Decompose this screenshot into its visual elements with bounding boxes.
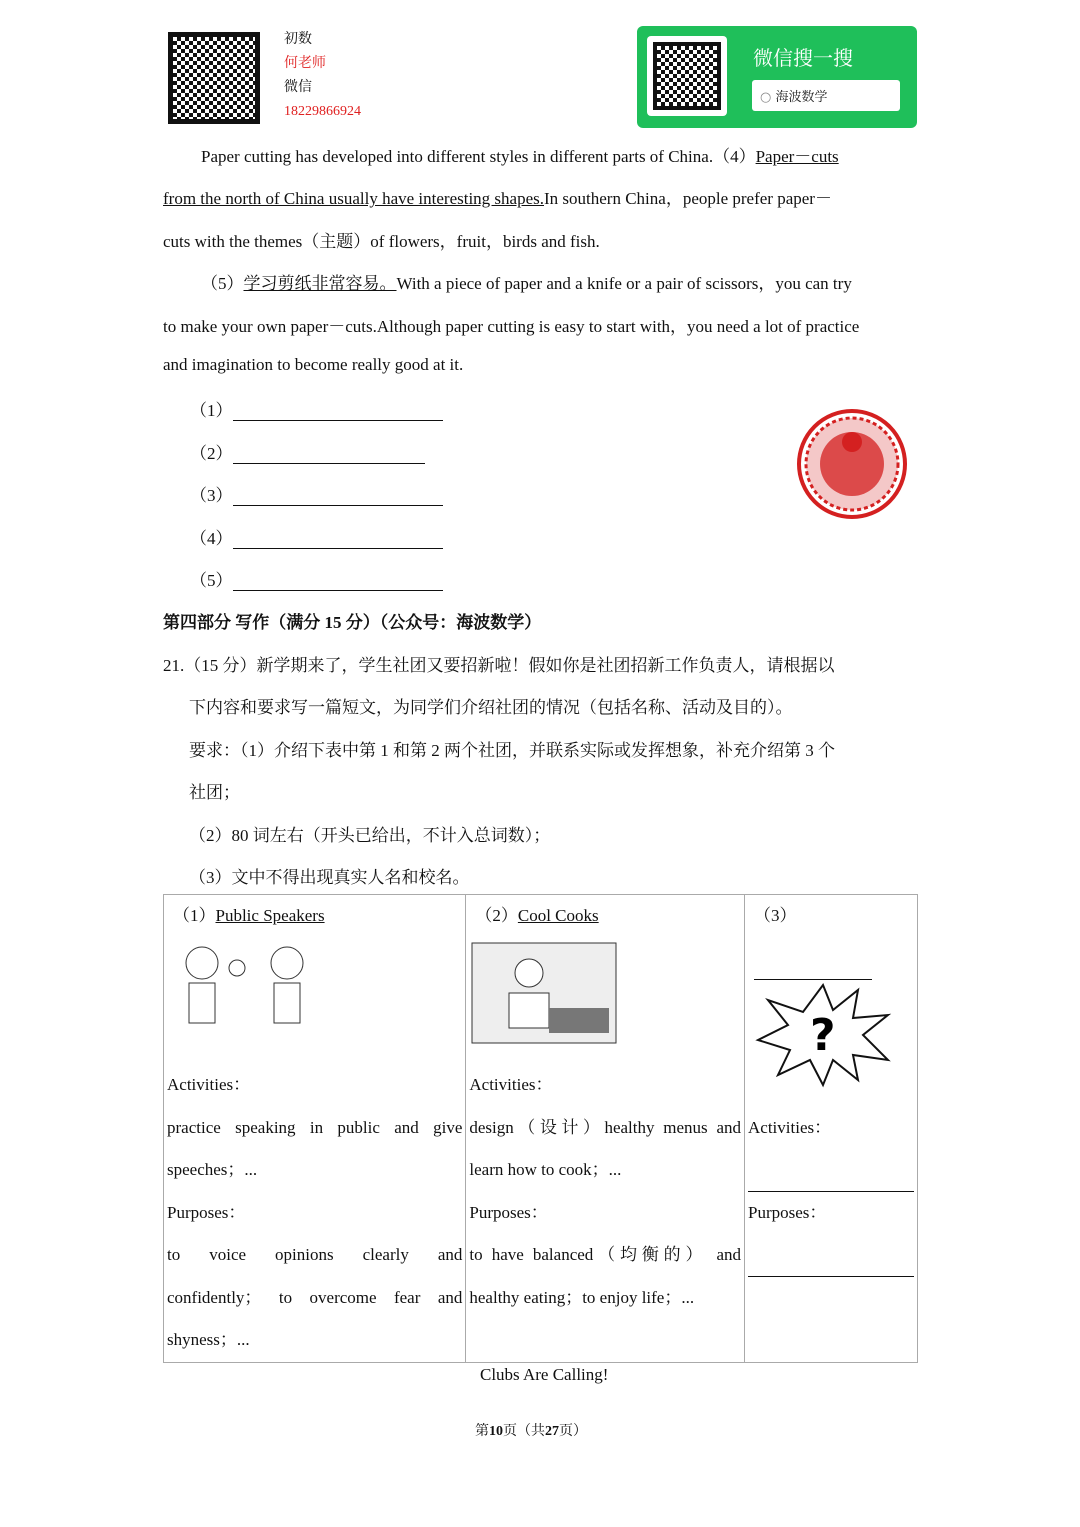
- contact-phone: 18229866924: [284, 104, 361, 119]
- qr-code: [647, 36, 727, 116]
- question-text: 下内容和要求写一篇短文，为同学们介绍社团的情况（包括名称、活动及目的）。: [189, 698, 793, 717]
- passage-line: to make your own paper－cuts.Although paper cutting is easy to start with，you need a lot of practice: [163, 317, 860, 336]
- wechat-title: 微信搜一搜: [753, 46, 853, 70]
- contact-info: [284, 28, 361, 124]
- passage-line: and imagination to become really good at it.: [163, 355, 464, 374]
- passage-line: Paper cutting has developed into different styles in different parts of China.（4）Paper－cuts: [201, 147, 839, 166]
- club-cell-1: （1）Public Speakers Activities： practice speaking in public and give speeches；... Purposes： to voice opinions clearly and confidently； to overcome fear and shyness；...: [164, 895, 466, 1363]
- answer-line: （1）: [190, 396, 443, 421]
- answer-line: （3）: [190, 481, 443, 506]
- svg-text:?: ?: [810, 1010, 836, 1061]
- question-text: 要求：（1）介绍下表中第 1 和第 2 两个社团，并联系实际或发挥想象，补充介绍第 3 个: [189, 741, 835, 760]
- search-text: 海波数学: [775, 90, 828, 105]
- cool-cooks-image: [469, 938, 619, 1048]
- passage-line: （5）学习剪纸非常容易。With a piece of paper and a knife or a pair of scissors，you can try: [201, 274, 852, 293]
- search-icon: ○: [760, 90, 776, 105]
- question-text: 社团；: [189, 783, 240, 802]
- club-cell-2: （2）Cool Cooks Activities： design（设计）healthy menus and learn how to cook；... Purposes： to have balanced（均衡的） and healthy eating；to enjoy life；...: [466, 895, 745, 1363]
- contact-name: 何老师: [284, 56, 326, 71]
- contact-line: 初数: [284, 32, 312, 47]
- qr-code: [168, 32, 260, 124]
- club-cell-3: （3） ? Activities： Purposes：: [745, 895, 918, 1363]
- club-name: Public Speakers: [215, 906, 325, 925]
- answer-line: （4）: [190, 524, 443, 549]
- contact-line: 微信: [284, 80, 312, 95]
- question-burst-image: [748, 980, 898, 1090]
- paper-cut-image: [796, 408, 908, 520]
- public-speakers-image: [167, 938, 327, 1048]
- passage-line: from the north of China usually have interesting shapes.In southern China，people prefer paper－: [163, 189, 832, 208]
- answer-line: （2）: [190, 439, 425, 464]
- section-heading: 第四部分 写作（满分 15 分）（公众号：海波数学）: [163, 613, 542, 632]
- table-caption: Clubs Are Calling!: [480, 1365, 609, 1384]
- passage-line: cuts with the themes（主题）of flowers，fruit，birds and fish.: [163, 232, 600, 251]
- page-footer: 第10页（共27页）: [475, 1424, 587, 1439]
- wechat-search-box: [752, 80, 900, 111]
- wechat-search-banner: [637, 26, 917, 128]
- question-text: （3）文中不得出现真实人名和校名。: [189, 868, 470, 887]
- clubs-table: [163, 894, 918, 1363]
- question-text: （2）80 词左右（开头已给出，不计入总词数）；: [189, 826, 551, 845]
- club-name: Cool Cooks: [517, 906, 599, 925]
- answer-line: （5）: [190, 566, 443, 591]
- question-text: 21.（15 分）新学期来了，学生社团又要招新啦！假如你是社团招新工作负责人，请根据以: [163, 656, 835, 675]
